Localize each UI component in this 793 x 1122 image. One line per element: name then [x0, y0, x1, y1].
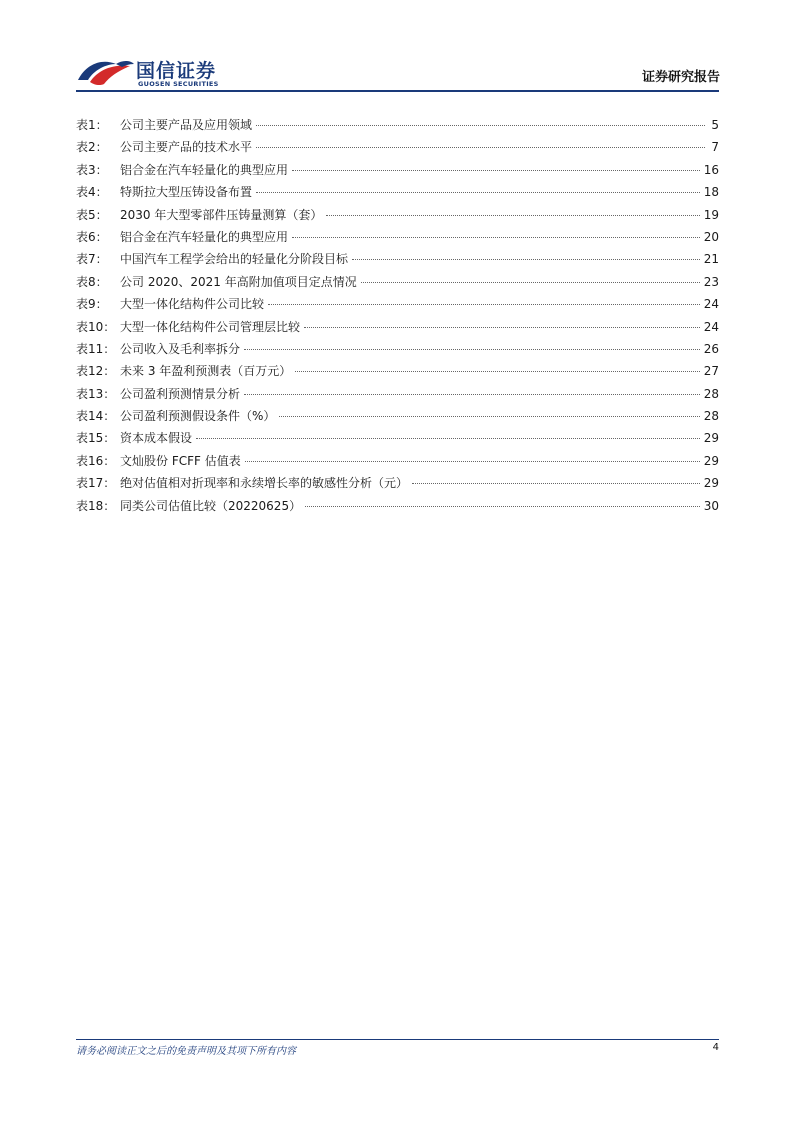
toc-dot-leader [304, 327, 700, 328]
toc-dot-leader [244, 394, 700, 395]
toc-entry-label: 表1： [76, 118, 108, 132]
footer-divider [76, 1039, 719, 1040]
toc-entry[interactable] [76, 338, 719, 360]
toc-entry-label: 表15： [76, 431, 116, 446]
page-number: 4 [712, 1042, 719, 1053]
toc-dot-leader [361, 282, 700, 283]
toc-entry-page[interactable]: 23 [703, 274, 719, 289]
toc-entry[interactable] [76, 248, 719, 270]
toc-entry[interactable] [76, 316, 719, 338]
toc-entry-label: 表13： [76, 386, 116, 401]
toc-entry[interactable] [76, 427, 719, 449]
toc-entry-page[interactable]: 24 [703, 319, 719, 334]
toc-entry[interactable] [76, 495, 719, 517]
toc-entry-label: 表3： [76, 162, 108, 177]
toc-entry-title[interactable]: 公司主要产品及应用领域 [120, 118, 253, 132]
toc-entry-label: 表8： [76, 274, 108, 289]
toc-dot-leader [305, 506, 700, 507]
toc-entry-title[interactable]: 中国汽车工程学会给出的轻量化分阶段目标 [120, 252, 349, 267]
toc-entry-title[interactable]: 未来 3 年盈利预测表（百万元） [120, 364, 292, 379]
toc-entry-page[interactable]: 5 [711, 118, 719, 132]
toc-dot-leader [295, 371, 699, 372]
toc-entry-label: 表7： [76, 252, 108, 267]
toc-entry[interactable] [76, 114, 719, 136]
toc-entry-label: 表14： [76, 409, 116, 424]
toc-entry-page[interactable]: 26 [703, 341, 719, 356]
toc-dot-leader [412, 483, 700, 484]
toc-entry-title[interactable]: 铝合金在汽车轻量化的典型应用 [120, 162, 289, 177]
toc-dot-leader [256, 147, 705, 148]
toc-entry-title[interactable]: 铝合金在汽车轻量化的典型应用 [120, 229, 289, 244]
toc-entry-page[interactable]: 29 [703, 476, 719, 491]
toc-entry-page[interactable]: 18 [703, 185, 719, 200]
toc-entry[interactable] [76, 136, 719, 158]
logo-english-name: GUOSEN SECURITIES [138, 80, 219, 88]
company-logo [76, 52, 236, 92]
toc-entry-label: 表18： [76, 498, 116, 513]
toc-entry[interactable] [76, 405, 719, 427]
header-divider [76, 90, 719, 92]
toc-dot-leader [256, 192, 700, 193]
toc-entry-page[interactable]: 29 [703, 431, 719, 446]
toc-entry-title[interactable]: 特斯拉大型压铸设备布置 [120, 185, 253, 200]
toc-entry-page[interactable]: 19 [703, 207, 719, 222]
toc-entry-page[interactable]: 16 [703, 162, 719, 177]
toc-entry[interactable] [76, 204, 719, 226]
toc-entry[interactable] [76, 271, 719, 293]
toc-dot-leader [326, 215, 699, 216]
toc-entry-page[interactable]: 27 [703, 364, 719, 379]
toc-entry-label: 表17： [76, 476, 116, 491]
toc-dot-leader [292, 170, 700, 171]
toc-entry-label: 表5： [76, 207, 108, 222]
toc-entry[interactable] [76, 226, 719, 248]
toc-entry-title[interactable]: 同类公司估值比较（20220625） [120, 498, 302, 513]
toc-entry-page[interactable]: 29 [703, 453, 719, 468]
toc-dot-leader [196, 438, 700, 439]
toc-dot-leader [268, 304, 700, 305]
toc-entry-page[interactable]: 7 [711, 140, 719, 155]
toc-entry-label: 表4： [76, 185, 108, 200]
toc-entry-title[interactable]: 文灿股份 FCFF 估值表 [120, 453, 241, 468]
toc-entry[interactable] [76, 472, 719, 494]
toc-entry-page[interactable]: 21 [703, 252, 719, 267]
toc-entry-title[interactable]: 公司盈利预测假设条件（%） [120, 409, 276, 424]
toc-entry-label: 表11： [76, 341, 116, 356]
toc-entry-title[interactable]: 绝对估值相对折现率和永续增长率的敏感性分析（元） [120, 476, 409, 491]
guosen-logo-icon [76, 54, 138, 88]
page-header [0, 0, 793, 96]
report-type: 证券研究报告 [641, 70, 720, 85]
toc-entry-title[interactable]: 2030 年大型零部件压铸量测算（套） [120, 207, 323, 222]
toc-entry-page[interactable]: 20 [703, 229, 719, 244]
toc-entry-page[interactable]: 28 [703, 409, 719, 424]
toc-entry[interactable] [76, 181, 719, 203]
footer-disclaimer: 请务必阅读正文之后的免责声明及其项下所有内容 [76, 1046, 296, 1057]
toc-dot-leader [256, 125, 705, 126]
toc-entry[interactable] [76, 159, 719, 181]
toc-entry-label: 表12： [76, 364, 116, 379]
toc-entry-label: 表16： [76, 453, 116, 468]
logo-chinese-name: 国信证券 [136, 60, 217, 82]
toc-entry-title[interactable]: 大型一体化结构件公司管理层比较 [120, 319, 301, 334]
toc-entry-title[interactable]: 公司收入及毛利率拆分 [120, 341, 241, 356]
toc-entry-label: 表9： [76, 297, 108, 312]
toc-dot-leader [279, 416, 699, 417]
toc-entry-label: 表6： [76, 229, 108, 244]
toc-entry-title[interactable]: 大型一体化结构件公司比较 [120, 297, 265, 312]
toc-entry[interactable] [76, 293, 719, 315]
toc-dot-leader [352, 259, 700, 260]
toc-entry[interactable] [76, 383, 719, 405]
toc-dot-leader [244, 349, 700, 350]
toc-entry-title[interactable]: 公司主要产品的技术水平 [120, 140, 253, 155]
toc-entry-label: 表10： [76, 319, 116, 334]
toc-dot-leader [245, 461, 700, 462]
toc-entry[interactable] [76, 360, 719, 382]
toc-entry-title[interactable]: 公司 2020、2021 年高附加值项目定点情况 [120, 274, 357, 289]
toc-entry-title[interactable]: 资本成本假设 [120, 431, 193, 446]
toc-entry-page[interactable]: 28 [703, 386, 719, 401]
toc-entry[interactable] [76, 450, 719, 472]
toc-entry-page[interactable]: 30 [703, 498, 719, 513]
toc-entry-label: 表2： [76, 140, 108, 155]
table-of-figures [76, 114, 719, 517]
toc-dot-leader [292, 237, 700, 238]
toc-entry-page[interactable]: 24 [703, 297, 719, 312]
toc-entry-title[interactable]: 公司盈利预测情景分析 [120, 386, 241, 401]
